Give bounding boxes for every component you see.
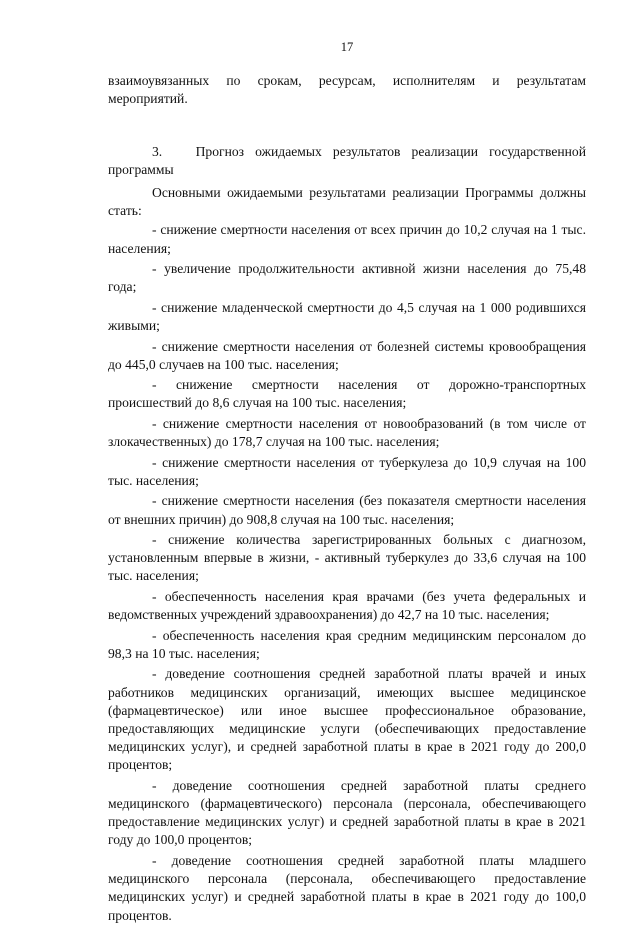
result-list-item: - обеспеченность населения края средним медицинским персоналом до 98,3 на 10 тыс. населения; (108, 627, 586, 661)
result-list-item: - снижение смертности населения от туберкулеза до 10,9 случая на 100 тыс. населения; (108, 454, 586, 488)
result-list-item: - снижение количества зарегистрированных больных с диагнозом, установленным впервые в жизни, - активный туберкулез до 33,6 случая на 100 тыс. населения; (108, 532, 586, 584)
result-list-item: - доведение соотношения средней заработной платы среднего медицинского (фармацевтического) персонала (персонала, обеспечивающего предоставление медицинских услуг) и средней заработной платы в крае в 2021 году до 100,0 процентов; (108, 777, 586, 848)
section-number: 3. (152, 143, 163, 159)
result-list-item: - обеспеченность населения края врачами (без учета федеральных и ведомственных учреждений здравоохранения) до 42,7 на 10 тыс. населения; (108, 588, 586, 623)
intro-paragraph: Основными ожидаемыми результатами реализации Программы должны стать: (108, 185, 586, 219)
result-list-item: - доведение соотношения средней заработной платы врачей и иных работников медицинских организаций, имеющих высшее медицинское (фармацевтическое) или иное высшее профессиональное образование, предоставляющих медицинские услуги (обеспечивающих предоставление медицинских услуг), и средней заработной платы в крае в 2021 году до 200,0 процентов; (108, 666, 586, 773)
continuation-paragraph: взаимоувязанных по срокам, ресурсам, исполнителям и результатам мероприятий. (108, 73, 586, 107)
result-list-item: - снижение младенческой смертности до 4,5 случая на 1 000 родившихся живыми; (108, 299, 586, 334)
page-number: 17 (340, 40, 354, 54)
result-list-item: - снижение смертности населения от дорожно-транспортных происшествий до 8,6 случая на 100 тыс. населения; (108, 377, 586, 411)
section-heading (108, 143, 586, 179)
result-list-item: - снижение смертности населения (без показателя смертности населения от внешних причин) до 908,8 случая на 100 тыс. населения; (108, 493, 586, 527)
result-list (108, 221, 586, 924)
section-title: Прогноз ожидаемых результатов реализации государственной программы (108, 143, 586, 177)
result-list-item: - снижение смертности населения от новообразований (в том числе от злокачественных) до 178,7 случая на 100 тыс. населения; (108, 415, 586, 450)
result-list-item: - снижение смертности населения от болезней системы кровообращения до 445,0 случаев на 100 тыс. населения; (108, 338, 586, 372)
result-list-item: - увеличение продолжительности активной жизни населения до 75,48 года; (108, 261, 586, 295)
result-list-item: - доведение соотношения средней заработной платы младшего медицинского персонала (персонала, обеспечивающего предоставление медицинских услуг) и средней заработной платы в крае в 2021 году до 100,0 процентов. (108, 852, 586, 923)
paragraph-gap (108, 109, 586, 143)
result-list-item: - снижение смертности населения от всех причин до 10,2 случая на 1 тыс. населения; (108, 222, 586, 256)
